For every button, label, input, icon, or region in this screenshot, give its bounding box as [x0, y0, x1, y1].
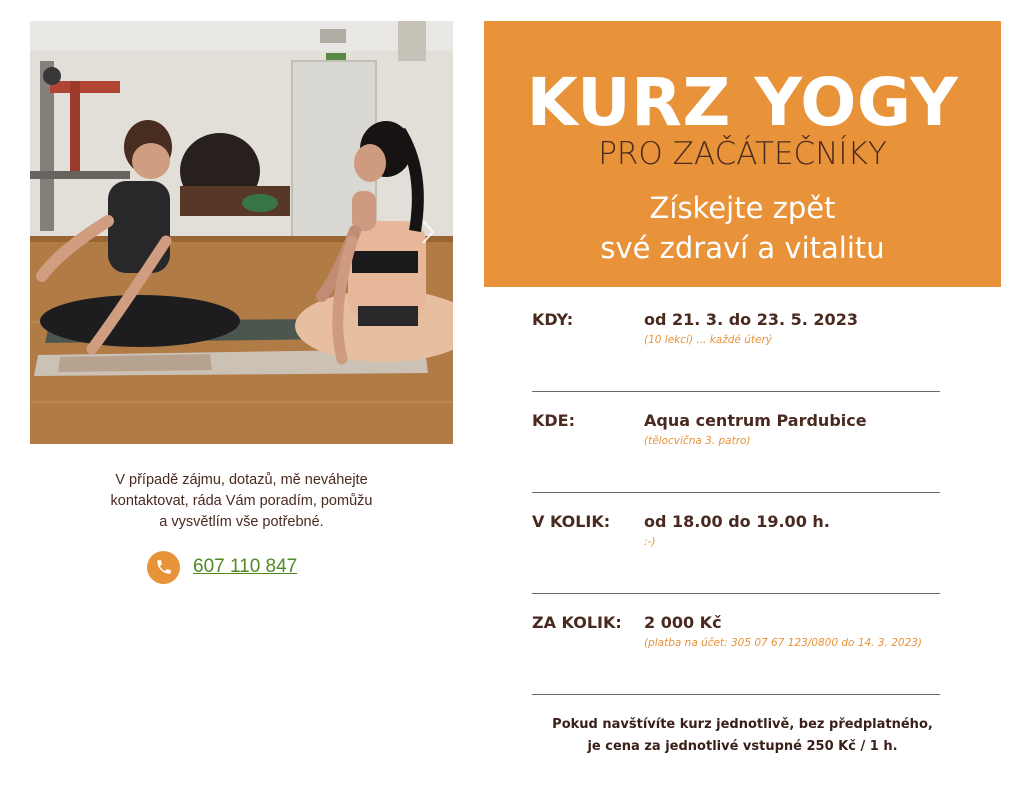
yoga-class-photo — [30, 21, 453, 444]
phone-icon — [147, 551, 180, 584]
divider — [532, 492, 940, 493]
detail-label: KDY: — [532, 310, 574, 329]
detail-note: (10 lekcí) ... každé úterý — [644, 334, 772, 346]
detail-value: 2 000 Kč — [644, 613, 722, 632]
detail-value: od 21. 3. do 23. 5. 2023 — [644, 310, 858, 329]
detail-label: KDE: — [532, 411, 576, 430]
detail-note: (tělocvična 3. patro) — [644, 435, 751, 447]
chevron-right-icon[interactable] — [421, 219, 435, 245]
banner-tagline: Získejte zpět své zdraví a vitalitu — [600, 191, 885, 265]
phone-link[interactable]: 607 110 847 — [193, 556, 298, 577]
detail-row-where — [532, 410, 940, 511]
contact-text: V případě zájmu, dotazů, mě neváhejte kontaktovat, ráda Vám poradím, pomůžu a vysvětlím vše potřebné. — [110, 472, 373, 530]
banner-title: KURZ YOGY — [526, 64, 959, 141]
detail-row-time — [532, 511, 940, 612]
detail-row-price — [532, 612, 940, 713]
detail-label: ZA KOLIK: — [532, 613, 622, 632]
single-entry-price-note: Pokud navštívíte kurz jednotlivě, bez předplatného, je cena za jednotlivé vstupné 250 Kč / 1 h. — [552, 717, 933, 754]
phone-contact[interactable] — [147, 550, 297, 584]
detail-value: Aqua centrum Pardubice — [644, 411, 867, 430]
detail-label: V KOLIK: — [532, 512, 611, 531]
detail-value: od 18.00 do 19.00 h. — [644, 512, 830, 531]
divider — [532, 694, 940, 695]
divider — [532, 391, 940, 392]
detail-note: (platba na účet: 305 07 67 123/0800 do 14. 3. 2023) — [644, 637, 923, 649]
course-banner — [484, 21, 1001, 287]
detail-note: :-) — [644, 536, 656, 548]
divider — [532, 593, 940, 594]
detail-row-when — [532, 309, 940, 410]
banner-subtitle: PRO ZAČÁTEČNÍKY — [598, 136, 887, 172]
